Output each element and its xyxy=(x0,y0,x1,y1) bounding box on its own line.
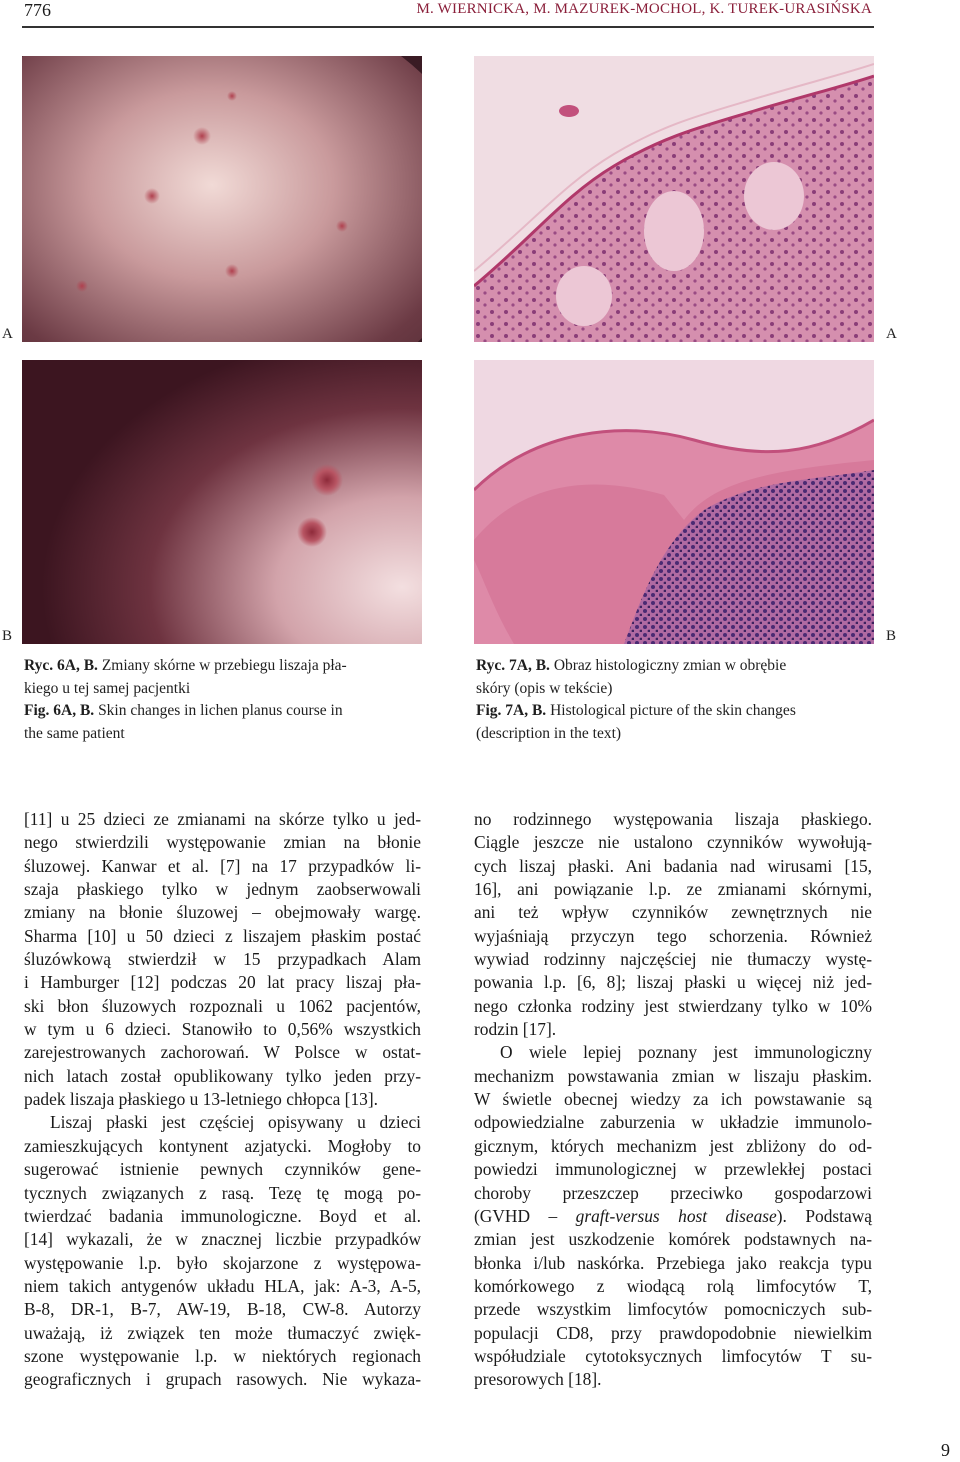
text-line: padek liszaja płaskiego u 13-letniego chłopca [13]. xyxy=(24,1089,378,1110)
text-line: rodzin [17]. xyxy=(474,1019,557,1040)
text-line: szone występowanie l.p. w niektórych regionach xyxy=(24,1345,421,1366)
text-line: Liszaj płaski jest częściej opisywany u dzieci xyxy=(50,1112,421,1133)
text-line: twierdzać badania immunologiczne. Boyd et al. xyxy=(24,1205,421,1226)
text-line: śluzówkową stwierdził w 15 przypadkach Alam xyxy=(24,949,421,970)
text-line: populacji CD8, przy prawdopodobnie niewielkim xyxy=(474,1322,872,1343)
text-line: ski błon śluzowych rozpoznali u 1062 pacjentów, xyxy=(24,995,421,1016)
italic-term: graft-versus host disease xyxy=(575,1205,777,1226)
text-line: współudziale cytotoksycznych limfocytów T su- xyxy=(474,1345,872,1366)
text-line: uważają, iż związek ten może tłumaczyć zwięk- xyxy=(24,1322,421,1343)
caption-text: Zmiany skórne w przebiegu liszaja pła- xyxy=(101,657,347,674)
caption-text: Histological picture of the skin changes xyxy=(550,702,796,719)
text-line: w tym u 6 dzieci. Stanowiło to 0,56% wszystkich xyxy=(24,1019,421,1040)
body-column-right xyxy=(474,808,872,1392)
text-line: no rodzinnego występowania liszaja płaskiego. xyxy=(474,809,872,829)
text-line: szaja płaskiego tylko w jednym zaobserwowali xyxy=(24,879,421,900)
caption-text: Skin changes in lichen planus course in xyxy=(98,702,343,719)
panel-letter-a-right: A xyxy=(886,326,897,342)
figure-7a-image xyxy=(474,56,874,342)
text-line: mechanizm powstawania zmian w liszaju płaskim. xyxy=(474,1065,872,1086)
figure-7b-image xyxy=(474,360,874,644)
caption-text: (description in the text) xyxy=(476,724,622,742)
text-line xyxy=(474,1205,872,1228)
text-segment: ). Podstawą xyxy=(776,1205,872,1226)
text-line: gicznym, których mechanizm jest zbliżony do od- xyxy=(474,1135,872,1156)
text-line: B-8, DR-1, B-7, AW-19, B-18, CW-8. Autorzy xyxy=(24,1299,421,1320)
text-line: W świetle obecnej wiedzy za ich powstawanie są xyxy=(474,1089,872,1110)
text-line: ani też wpływ czynników zewnętrznych nie xyxy=(474,902,872,923)
text-line: nich latach został opublikowany tylko jeden przy- xyxy=(24,1065,421,1086)
text-line: presorowych [18]. xyxy=(474,1369,602,1390)
caption-text: kiego u tej samej pacjentki xyxy=(24,679,191,697)
text-line: [14] wykazali, że w znacznej liczbie przypadków xyxy=(24,1229,421,1250)
text-line: [11] u 25 dzieci ze zmianami na skórze tylko u jed- xyxy=(24,809,421,829)
text-line: odpowiedzialne zaburzenia w układzie immunolo- xyxy=(474,1112,872,1133)
caption-text: the same patient xyxy=(24,724,125,742)
text-line: powiedzi immunologicznej w przewlekłej postaci xyxy=(474,1159,872,1180)
caption-label: Ryc. 7A, B. xyxy=(476,657,550,674)
panel-letter-b-right: B xyxy=(886,628,897,644)
panel-letter-a-left: A xyxy=(2,326,13,342)
text-line: 16], ani powiązanie l.p. ze zmianami skórnymi, xyxy=(474,879,872,900)
caption-text: skóry (opis w tekście) xyxy=(476,679,613,697)
body-column-left xyxy=(24,808,421,1392)
caption-label: Ryc. 6A, B. xyxy=(24,657,98,674)
page-number: 776 xyxy=(24,0,51,20)
text-line: nego członka rodziny jest stwierdzany tylko w 10% xyxy=(474,995,872,1016)
text-line: niem takich antygenów układu HLA, jak: A-3, A-5, xyxy=(24,1275,421,1296)
text-line: występowanie l.p. było skojarzone z występowa- xyxy=(24,1252,421,1273)
text-line: sugerować istnienie pewnych czynników gene- xyxy=(24,1159,421,1180)
caption-label: Fig. 7A, B. xyxy=(476,702,547,719)
text-line: błonka i/lub naskórka. Przebiega jako reakcja typu xyxy=(474,1252,872,1273)
text-line: zmian jest uszkodzenie komórek podstawnych na- xyxy=(474,1229,872,1250)
figure-6-caption xyxy=(24,655,420,745)
text-line: śluzowej. Kanwar et al. [7] na 17 przypadków li- xyxy=(24,855,421,876)
caption-label: Fig. 6A, B. xyxy=(24,702,95,719)
text-line: zmiany na błonie śluzowej – obejmowały wargę. xyxy=(24,902,421,923)
header-rule xyxy=(22,26,874,28)
figure-6b-image xyxy=(22,360,422,644)
text-line: nego stwierdzili występowanie zmian na błonie xyxy=(24,832,421,853)
text-line: Ciągle jeszcze nie ustalono czynników wywołują- xyxy=(474,832,872,853)
text-line: choroby przeszczep przeciwko gospodarzowi xyxy=(474,1182,872,1203)
text-line: zamieszkujących kontynent azjatycki. Mogłoby to xyxy=(24,1135,421,1156)
figure-6a-image xyxy=(22,56,422,342)
text-line: zarejestrowanych zachorowań. W Polsce w ostat- xyxy=(24,1042,421,1063)
text-line: przede wszystkim limfocytów pomocniczych sub- xyxy=(474,1299,872,1320)
text-line: geograficznych i grupach rasowych. Nie wykaza- xyxy=(24,1369,421,1390)
text-line: wywiad rodzinny najczęściej nie tłumaczy wystę- xyxy=(474,949,872,970)
text-line: cych liszaj płaski. Ani badania nad wirusami [15, xyxy=(474,855,872,876)
text-segment: (GVHD – xyxy=(474,1205,576,1226)
text-line: tycznych związanych z rasą. Tezę tę mogą po- xyxy=(24,1182,421,1203)
running-head: M. WIERNICKA, M. MAZUREK-MOCHOL, K. TUREK-URASIŃSKA xyxy=(416,1,872,17)
text-line: wyjaśniają przyczyn tego schorzenia. Również xyxy=(474,925,872,946)
caption-text: Obraz histologiczny zmian w obrębie xyxy=(553,657,787,674)
figure-7-caption xyxy=(476,655,872,745)
folio-number: 9 xyxy=(941,1440,950,1460)
text-line: Sharma [10] u 50 dzieci z liszajem płaskim postać xyxy=(24,925,421,946)
text-line: powania l.p. [6, 8]; liszaj płaski u więcej niż jed- xyxy=(474,972,872,993)
text-line: komórkowego z wiodącą rolą limfocytów T, xyxy=(474,1275,872,1296)
text-line: O wiele lepiej poznany jest immunologiczny xyxy=(500,1042,872,1063)
panel-letter-b-left: B xyxy=(2,628,13,644)
text-line: i Hamburger [12] podczas 20 lat pracy liszaj pła- xyxy=(24,972,421,993)
